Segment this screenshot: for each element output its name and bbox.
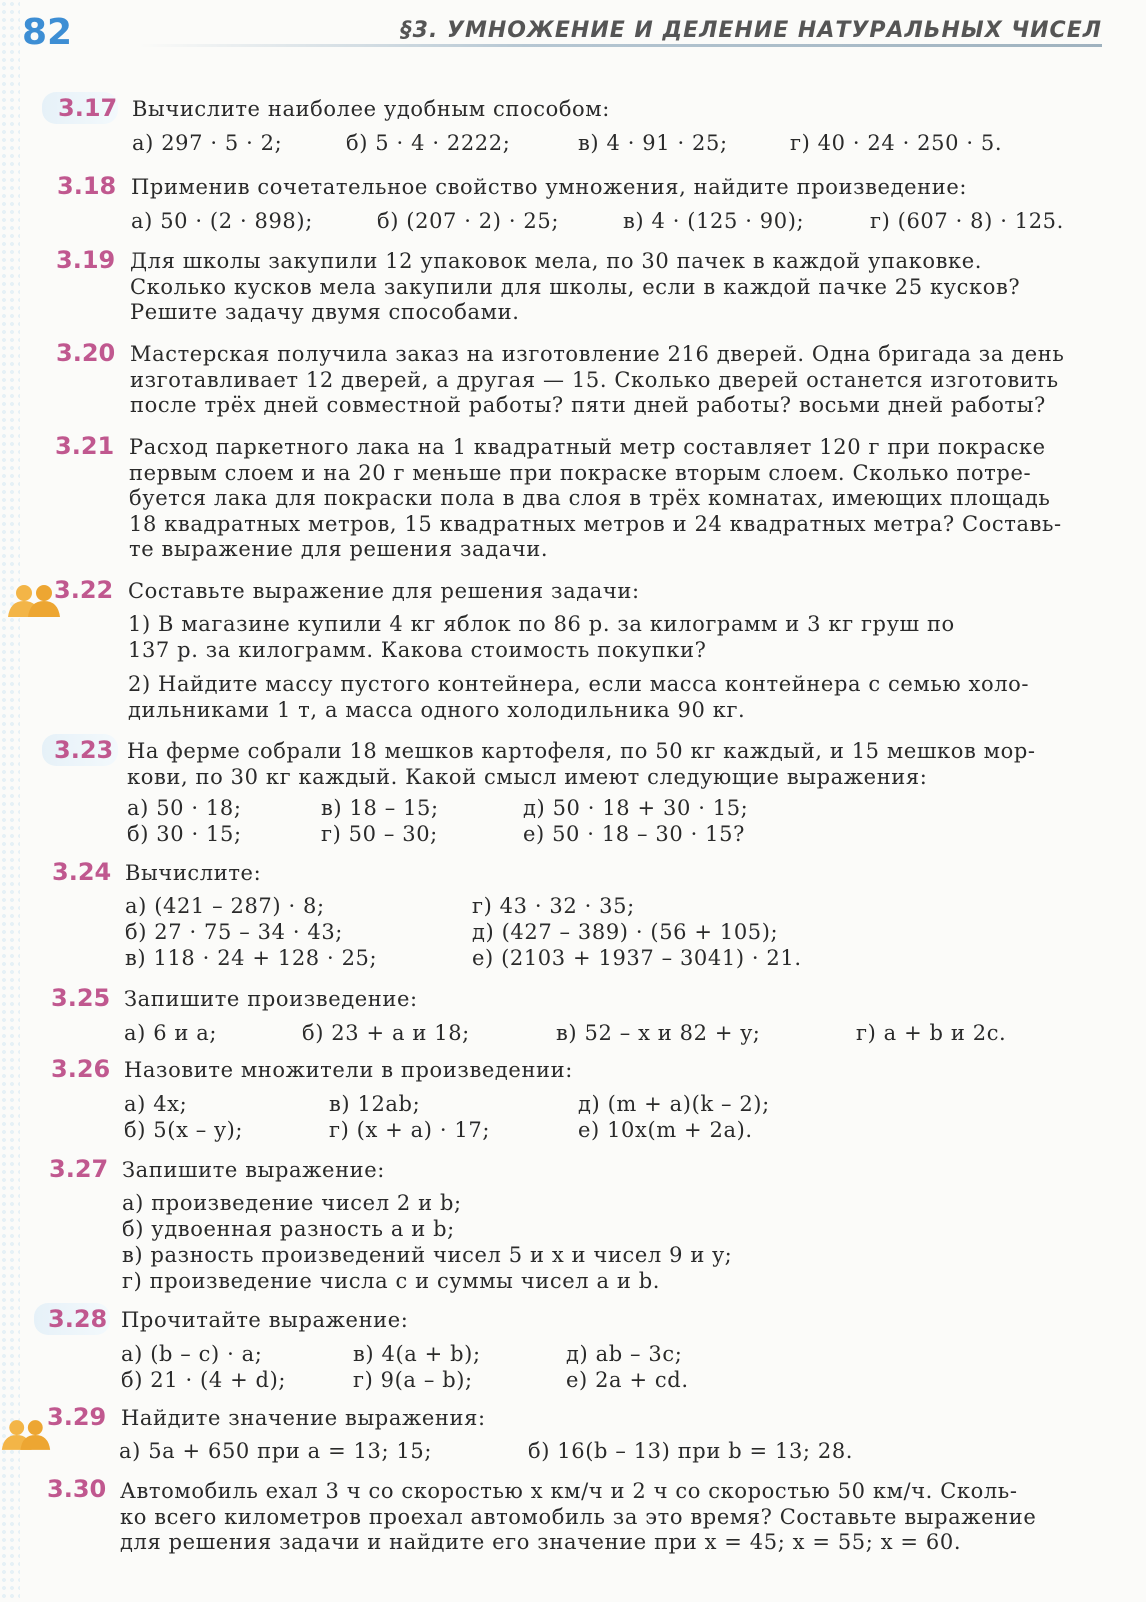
answer-item: б) удвоенная разность a и b; <box>122 1217 455 1241</box>
problem-number: 3.20 <box>56 339 116 367</box>
answer-item: б) 21 · (4 + d); <box>121 1368 287 1392</box>
problem-number: 3.30 <box>47 1475 107 1503</box>
problem-text: Расход паркетного лака на 1 квадратный метр составляет 120 г при покраске первым слоем и на 20 г меньше при покраске вторым слоем. Сколько потре- буется лака для покраски пола в два слоя в трёх комнатах, имеющих площадь 18 квадратных метров, 15 квадратных метров и 24 квадратных метра? Составь- те выражение для решения задачи. <box>129 435 1062 561</box>
answer-item: г) 9(a – b); <box>353 1368 473 1392</box>
answer-item: е) 10x(m + 2a). <box>578 1118 753 1142</box>
answer-item: в) 18 – 15; <box>321 796 439 820</box>
problem-number: 3.21 <box>55 432 115 460</box>
answer-item: а) произведение чисел 2 и b; <box>122 1191 462 1215</box>
page-number: 82 <box>22 12 73 53</box>
problem-text: Вычислите наиболее удобным способом: <box>132 97 610 121</box>
answer-item: а) (421 – 287) · 8; <box>125 894 325 918</box>
problem-text: Для школы закупили 12 упаковок мела, по 30 пачек в каждой упаковке. Сколько кусков мела закупили для школы, если в каждой пачке 25 кусков? Решите задачу двумя способами. <box>130 249 1021 324</box>
answer-item: в) 52 – x и 82 + y; <box>556 1021 761 1045</box>
problem-number: 3.26 <box>51 1055 111 1083</box>
answer-item: г) 40 · 24 · 250 · 5. <box>790 131 1003 155</box>
answer-item: д) 50 · 18 + 30 · 15; <box>523 796 749 820</box>
problem-text: Вычислите: <box>125 861 262 885</box>
answer-item: в) разность произведений чисел 5 и x и чисел 9 и y; <box>122 1243 733 1267</box>
answer-item: а) 5a + 650 при a = 13; 15; <box>119 1439 433 1463</box>
problem-text: Запишите произведение: <box>124 987 418 1011</box>
problem-text: Составьте выражение для решения задачи: <box>128 579 640 603</box>
problem-text: На ферме собрали 18 мешков картофеля, по 50 кг каждый, и 15 мешков мор- кови, по 30 кг каждый. Какой смысл имеют следующие выражения: <box>127 739 1036 789</box>
problem-number: 3.27 <box>49 1155 109 1183</box>
problem-number: 3.25 <box>51 984 111 1012</box>
answer-item: а) (b – c) · a; <box>121 1342 263 1366</box>
problem-text: Запишите выражение: <box>122 1158 385 1182</box>
answer-item: б) 27 · 75 – 34 · 43; <box>125 920 343 944</box>
problem-text: Найдите значение выражения: <box>121 1406 486 1430</box>
answer-item: б) 23 + a и 18; <box>302 1021 470 1045</box>
answer-item: г) произведение числа c и суммы чисел a и b. <box>122 1269 661 1293</box>
answer-item: д) ab – 3c; <box>566 1342 683 1366</box>
answer-item: в) 4(a + b); <box>353 1342 481 1366</box>
problem-text: Назовите множители в произведении: <box>124 1058 573 1082</box>
answer-item: а) 50 · 18; <box>127 796 242 820</box>
problem-number: 3.23 <box>54 736 114 764</box>
answer-item: д) (427 – 389) · (56 + 105); <box>472 920 779 944</box>
answer-item: е) 50 · 18 – 30 · 15? <box>523 822 745 846</box>
answer-item: в) 4 · 91 · 25; <box>578 131 728 155</box>
running-title: §3. УМНОЖЕНИЕ И ДЕЛЕНИЕ НАТУРАЛЬНЫХ ЧИСЕЛ <box>400 18 1102 43</box>
answer-item: б) 5(x – y); <box>124 1118 244 1142</box>
answer-item: е) (2103 + 1937 – 3041) · 21. <box>472 946 802 970</box>
answer-item: д) (m + a)(k – 2); <box>578 1092 770 1116</box>
problem-number: 3.24 <box>52 858 112 886</box>
problem-text: Мастерская получила заказ на изготовление 216 дверей. Одна бригада за день изготавливает 12 дверей, а другая — 15. Сколько дверей останется изготовить после трёх дней совместной работы? пяти дней работы? восьми дней работы? <box>130 342 1065 417</box>
answer-item: г) 43 · 32 · 35; <box>472 894 635 918</box>
answer-item: б) (207 · 2) · 25; <box>377 209 559 233</box>
answer-item: в) 118 · 24 + 128 · 25; <box>125 946 378 970</box>
answer-item: б) 16(b – 13) при b = 13; 28. <box>528 1439 854 1463</box>
answer-item: г) a + b и 2c. <box>856 1021 1007 1045</box>
answer-item: е) 2a + cd. <box>566 1368 689 1392</box>
margin-dot-pattern <box>0 0 20 1602</box>
answer-item: г) (607 · 8) · 125. <box>870 209 1064 233</box>
problem-text: Прочитайте выражение: <box>121 1308 409 1332</box>
answer-item: г) (x + a) · 17; <box>329 1118 490 1142</box>
header-rule <box>140 44 1102 47</box>
task-part-2: 2) Найдите массу пустого контейнера, если масса контейнера с семью холо- дильниками 1 т, а масса одного холодильника 90 кг. <box>128 672 1030 722</box>
problem-text: Применив сочетательное свойство умножения, найдите произведение: <box>131 175 968 199</box>
problem-number: 3.29 <box>47 1403 107 1431</box>
answer-item: в) 12ab; <box>329 1092 421 1116</box>
answer-item: а) 4x; <box>124 1092 188 1116</box>
task-part-1: 1) В магазине купили 4 кг яблок по 86 р. за килограмм и 3 кг груш по 137 р. за килограмм. Какова стоимость покупки? <box>128 612 955 662</box>
people-pair-icon <box>0 1418 52 1452</box>
answer-item: г) 50 – 30; <box>321 822 438 846</box>
problem-text: Автомобиль ехал 3 ч со скоростью x км/ч и 2 ч со скоростью 50 км/ч. Сколь- ко всего километров проехал автомобиль за это время? Составьте выражение для решения задачи и найдите его значение при x = 45; x = 55; x = 60. <box>120 1479 1037 1554</box>
answer-item: б) 30 · 15; <box>127 822 242 846</box>
problem-number: 3.28 <box>48 1305 108 1333</box>
answer-item: а) 50 · (2 · 898); <box>131 209 313 233</box>
problem-number: 3.17 <box>58 94 118 122</box>
answer-item: а) 6 и a; <box>124 1021 218 1045</box>
problem-number: 3.18 <box>57 172 117 200</box>
problem-number: 3.22 <box>54 576 114 604</box>
answer-item: б) 5 · 4 · 2222; <box>346 131 511 155</box>
problem-number: 3.19 <box>56 246 116 274</box>
answer-item: в) 4 · (125 · 90); <box>623 209 805 233</box>
answer-item: а) 297 · 5 · 2; <box>132 131 283 155</box>
